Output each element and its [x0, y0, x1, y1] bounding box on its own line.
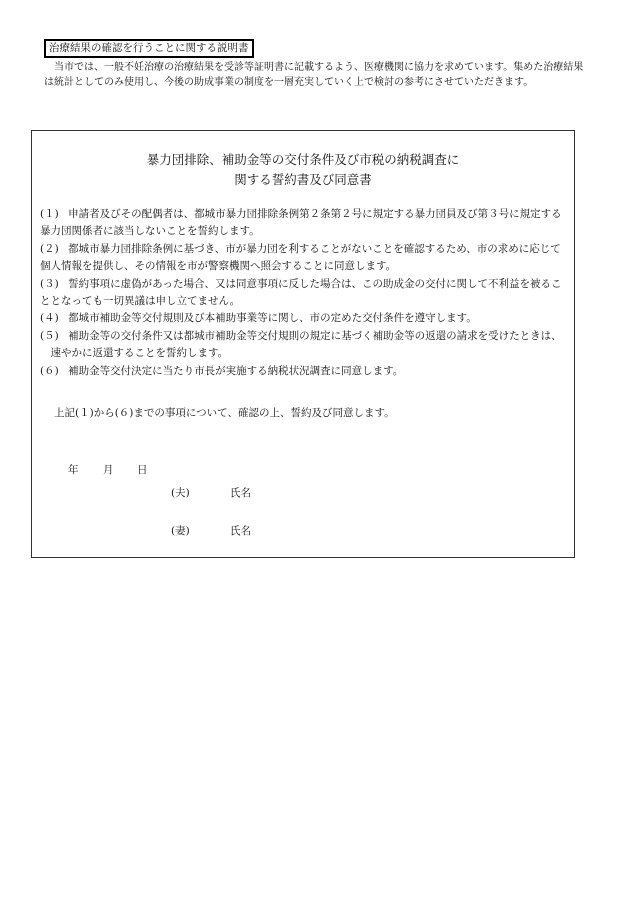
- item-text: 都城市補助金等交付規則及び本補助事業等に関し、市の定めた交付条件を遵守します。: [68, 312, 477, 325]
- explanation-body: [44, 60, 584, 90]
- signature-row-wife: [171, 523, 251, 539]
- pledge-title: [32, 150, 574, 190]
- item-number: (２): [40, 242, 59, 255]
- item-text: 誓約事項に虚偽があった場合、又は同意事項に反した場合は、この助成金の交付に関して不利益を被ることとなっても一切異議は申し立てません。: [40, 277, 562, 308]
- pledge-form: [31, 130, 575, 558]
- pledge-items: [40, 206, 570, 380]
- item-number: (４): [40, 312, 59, 325]
- signature-name-label: 氏名: [230, 487, 251, 499]
- item-text: 都城市暴力団排除条例に基づき、市が暴力団を利することがないことを確認するため、市の求めに応じて個人情報を提供し、その情報を市が警察機関へ照会することに同意します。: [40, 242, 561, 273]
- signature-role: (妻): [171, 525, 190, 537]
- date-day-label: 日: [137, 464, 148, 476]
- pledge-item-4: [40, 310, 570, 327]
- date-month-label: 月: [103, 464, 114, 476]
- confirmation-statement: 上記(１)から(６)までの事項について、確認の上、誓約及び同意します。: [54, 407, 395, 419]
- item-text: 申請者及びその配偶者は、都城市暴力団排除条例第２条第２号に規定する暴力団員及び第３号に規定する暴力団関係者に該当しないことを誓約します。: [40, 208, 562, 238]
- item-number: (５): [40, 329, 59, 342]
- pledge-title-line-2: 関する誓約書及び同意書: [234, 172, 372, 187]
- pledge-item-6: [40, 363, 570, 380]
- item-number: (６): [40, 364, 59, 377]
- item-text: 補助金等交付決定に当たり市長が実施する納税状況調査に同意します。: [68, 364, 404, 377]
- item-text: 補助金等の交付条件又は都城市補助金等交付規則の規定に基づく補助金等の返還の請求を受けたときは、速やかに返還することを誓約します。: [50, 329, 562, 360]
- explanation-paragraph: 当市では、一般不妊治療の治療結果を受診等証明書に記載するよう、医療機関に協力を求めています。集めた治療結果は統計としてのみ使用し、今後の助成事業の制度を一層充実していく上で検討の参考にさせていただきます。: [44, 62, 584, 88]
- item-number: (３): [40, 277, 59, 290]
- pledge-item-1: [40, 206, 570, 241]
- item-number: (１): [40, 208, 59, 220]
- pledge-title-line-1: 暴力団排除、補助金等の交付条件及び市税の納税調査に: [146, 152, 460, 167]
- signature-role: (夫): [171, 487, 190, 499]
- signature-name-label: 氏名: [230, 525, 251, 537]
- signature-row-husband: [171, 485, 251, 501]
- pledge-item-5: [40, 328, 570, 363]
- pledge-item-3: [40, 276, 570, 311]
- date-field: [68, 462, 148, 478]
- pledge-item-2: [40, 241, 570, 276]
- explanation-title: 治療結果の確認を行うことに関する説明書: [44, 39, 254, 58]
- date-year-label: 年: [68, 464, 79, 476]
